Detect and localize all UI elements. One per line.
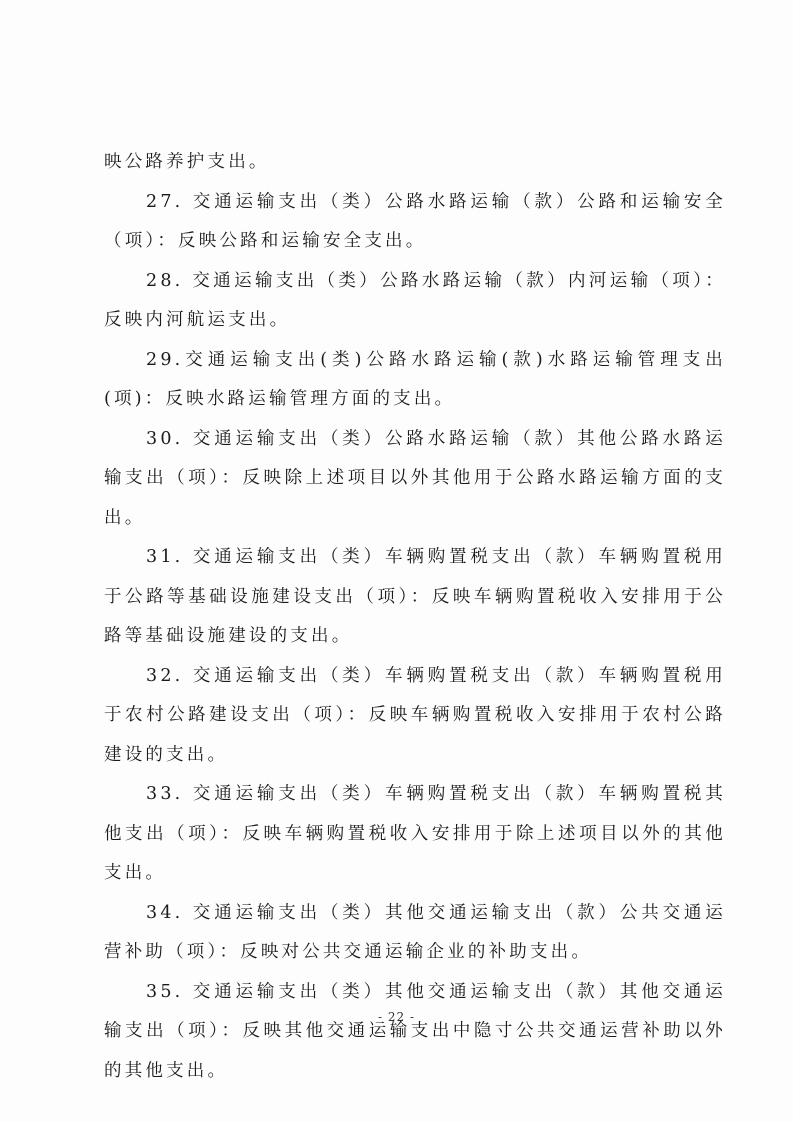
paragraph-34: 34. 交通运输支出（类）其他交通运输支出（款）公共交通运营补助（项）：反映对公共交通运输企业的补助支出。 (104, 902, 726, 962)
paragraph-33: 33. 交通运输支出（类）车辆购置税支出（款）车辆购置税其他支出（项）：反映车辆购置税收入安排用于除上述项目以外的其他支出。 (104, 784, 726, 883)
page-number: - 22 - (377, 1010, 415, 1024)
paragraph-32: 32. 交通运输支出（类）车辆购置税支出（款）车辆购置税用于农村公路建设支出（项）：反映车辆购置税收入安排用于农村公路建设的支出。 (104, 665, 726, 765)
paragraph-30: 30. 交通运输支出（类）公路水路运输（款）其他公路水路运输支出（项）：反映除上述项目以外其他用于公路水路运输方面的支出。 (104, 428, 726, 528)
paragraph-35: 35. 交通运输支出（类）其他交通运输支出（款）其他交通运输支出（项）：反映其他交通运输支出中隐寸公共交通运营补助以外的其他支出。 (104, 981, 726, 1081)
paragraph-29: 29.交通运输支出(类)公路水路运输(款)水路运输管理支出(项)：反映水路运输管理方面的支出。 (104, 349, 726, 409)
paragraph-27: 27. 交通运输支出（类）公路水路运输（款）公路和运输安全（项）：反映公路和运输安全支出。 (104, 191, 726, 251)
paragraph-28: 28. 交通运输支出（类）公路水路运输（款）内河运输（项）：反映内河航运支出。 (104, 270, 726, 330)
document-body (104, 143, 726, 1091)
paragraph-31: 31. 交通运输支出（类）车辆购置税支出（款）车辆购置税用于公路等基础设施建设支出（项）：反映车辆购置税收入安排用于公路等基础设施建设的支出。 (104, 547, 726, 646)
paragraph-0: 映公路养护支出。 (104, 152, 270, 172)
